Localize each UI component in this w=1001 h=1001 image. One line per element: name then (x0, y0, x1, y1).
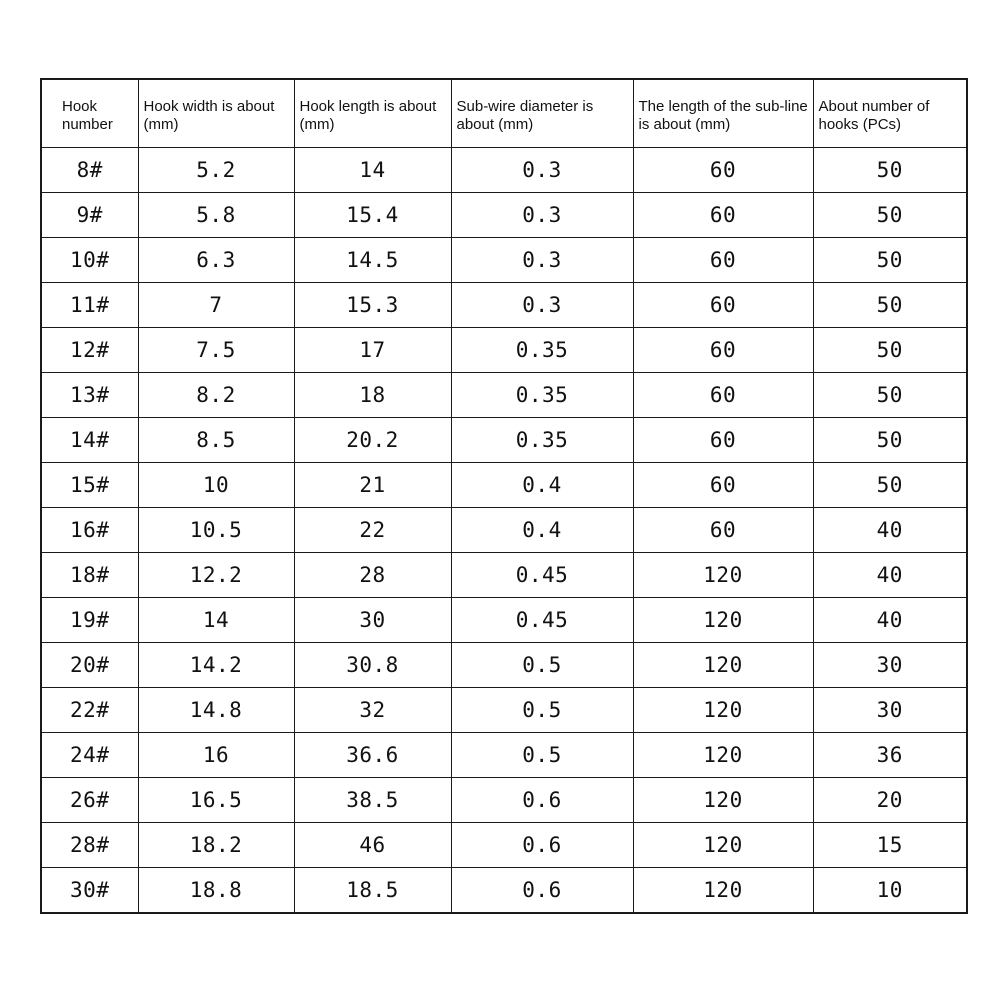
cell-hook-length: 32 (294, 687, 451, 732)
cell-hook-number: 15# (41, 462, 138, 507)
cell-sub-wire-diameter: 0.6 (451, 822, 633, 867)
table-row (41, 327, 967, 372)
cell-hook-width: 10.5 (138, 507, 294, 552)
hook-spec-table (40, 78, 968, 914)
cell-sub-line-length: 60 (633, 417, 813, 462)
cell-hook-width: 5.2 (138, 147, 294, 192)
table-row (41, 372, 967, 417)
cell-hook-count: 50 (813, 147, 967, 192)
cell-hook-length: 22 (294, 507, 451, 552)
table-row (41, 552, 967, 597)
table-row (41, 642, 967, 687)
cell-hook-length: 46 (294, 822, 451, 867)
cell-hook-width: 10 (138, 462, 294, 507)
cell-hook-length: 30 (294, 597, 451, 642)
cell-hook-count: 10 (813, 867, 967, 913)
cell-hook-number: 8# (41, 147, 138, 192)
cell-sub-wire-diameter: 0.5 (451, 732, 633, 777)
cell-hook-count: 20 (813, 777, 967, 822)
header-hook-number: Hook number (41, 79, 138, 147)
cell-hook-length: 18.5 (294, 867, 451, 913)
table-row (41, 192, 967, 237)
table-row (41, 237, 967, 282)
cell-hook-width: 8.5 (138, 417, 294, 462)
table-row (41, 507, 967, 552)
cell-hook-width: 16 (138, 732, 294, 777)
table-row (41, 462, 967, 507)
table-row (41, 417, 967, 462)
cell-hook-width: 14 (138, 597, 294, 642)
cell-hook-count: 40 (813, 597, 967, 642)
cell-sub-line-length: 60 (633, 327, 813, 372)
cell-hook-width: 7 (138, 282, 294, 327)
cell-sub-wire-diameter: 0.35 (451, 372, 633, 417)
cell-sub-line-length: 120 (633, 597, 813, 642)
cell-hook-length: 20.2 (294, 417, 451, 462)
cell-hook-number: 12# (41, 327, 138, 372)
cell-sub-line-length: 60 (633, 507, 813, 552)
cell-hook-number: 22# (41, 687, 138, 732)
table-header (41, 79, 967, 147)
cell-sub-wire-diameter: 0.3 (451, 282, 633, 327)
header-sub-wire-diameter: Sub-wire diameter is about (mm) (451, 79, 633, 147)
cell-sub-line-length: 60 (633, 372, 813, 417)
cell-sub-wire-diameter: 0.35 (451, 327, 633, 372)
cell-sub-line-length: 120 (633, 642, 813, 687)
cell-hook-length: 21 (294, 462, 451, 507)
cell-hook-number: 30# (41, 867, 138, 913)
header-hook-length: Hook length is about (mm) (294, 79, 451, 147)
cell-hook-count: 50 (813, 372, 967, 417)
cell-sub-wire-diameter: 0.3 (451, 192, 633, 237)
table-row (41, 822, 967, 867)
cell-hook-length: 36.6 (294, 732, 451, 777)
cell-sub-line-length: 120 (633, 822, 813, 867)
cell-hook-count: 50 (813, 417, 967, 462)
cell-hook-length: 14 (294, 147, 451, 192)
cell-hook-number: 26# (41, 777, 138, 822)
cell-hook-count: 40 (813, 507, 967, 552)
cell-hook-number: 20# (41, 642, 138, 687)
cell-hook-width: 14.8 (138, 687, 294, 732)
header-hook-count: About number of hooks (PCs) (813, 79, 967, 147)
cell-sub-wire-diameter: 0.4 (451, 507, 633, 552)
cell-hook-number: 13# (41, 372, 138, 417)
cell-sub-line-length: 120 (633, 687, 813, 732)
cell-hook-count: 36 (813, 732, 967, 777)
cell-hook-width: 5.8 (138, 192, 294, 237)
cell-hook-width: 18.8 (138, 867, 294, 913)
table-row (41, 867, 967, 913)
cell-hook-number: 10# (41, 237, 138, 282)
cell-sub-wire-diameter: 0.4 (451, 462, 633, 507)
cell-hook-width: 8.2 (138, 372, 294, 417)
table-row (41, 687, 967, 732)
cell-hook-number: 14# (41, 417, 138, 462)
cell-sub-wire-diameter: 0.45 (451, 597, 633, 642)
cell-hook-length: 17 (294, 327, 451, 372)
cell-hook-length: 15.3 (294, 282, 451, 327)
table-row (41, 732, 967, 777)
cell-sub-line-length: 120 (633, 732, 813, 777)
cell-hook-width: 18.2 (138, 822, 294, 867)
cell-sub-wire-diameter: 0.45 (451, 552, 633, 597)
cell-sub-line-length: 60 (633, 462, 813, 507)
cell-hook-length: 28 (294, 552, 451, 597)
cell-hook-count: 50 (813, 327, 967, 372)
cell-hook-width: 14.2 (138, 642, 294, 687)
cell-sub-wire-diameter: 0.35 (451, 417, 633, 462)
table-row (41, 777, 967, 822)
cell-hook-count: 40 (813, 552, 967, 597)
cell-sub-wire-diameter: 0.5 (451, 687, 633, 732)
cell-hook-number: 9# (41, 192, 138, 237)
table-row (41, 282, 967, 327)
cell-sub-line-length: 120 (633, 867, 813, 913)
header-sub-line-length: The length of the sub-line is about (mm) (633, 79, 813, 147)
cell-hook-number: 16# (41, 507, 138, 552)
cell-hook-count: 30 (813, 642, 967, 687)
cell-hook-width: 7.5 (138, 327, 294, 372)
header-hook-width: Hook width is about (mm) (138, 79, 294, 147)
cell-sub-wire-diameter: 0.3 (451, 237, 633, 282)
cell-hook-width: 16.5 (138, 777, 294, 822)
cell-hook-count: 15 (813, 822, 967, 867)
cell-sub-line-length: 120 (633, 777, 813, 822)
cell-sub-line-length: 60 (633, 192, 813, 237)
table-row (41, 597, 967, 642)
cell-hook-count: 50 (813, 282, 967, 327)
cell-hook-number: 24# (41, 732, 138, 777)
cell-hook-width: 6.3 (138, 237, 294, 282)
cell-sub-wire-diameter: 0.6 (451, 867, 633, 913)
cell-hook-number: 11# (41, 282, 138, 327)
cell-hook-width: 12.2 (138, 552, 294, 597)
cell-sub-line-length: 60 (633, 237, 813, 282)
cell-sub-line-length: 120 (633, 552, 813, 597)
cell-sub-wire-diameter: 0.6 (451, 777, 633, 822)
cell-hook-count: 50 (813, 462, 967, 507)
cell-hook-count: 50 (813, 237, 967, 282)
cell-hook-count: 50 (813, 192, 967, 237)
cell-sub-wire-diameter: 0.3 (451, 147, 633, 192)
cell-hook-length: 18 (294, 372, 451, 417)
cell-hook-number: 19# (41, 597, 138, 642)
cell-hook-count: 30 (813, 687, 967, 732)
cell-hook-length: 30.8 (294, 642, 451, 687)
cell-sub-line-length: 60 (633, 147, 813, 192)
cell-sub-wire-diameter: 0.5 (451, 642, 633, 687)
cell-hook-number: 18# (41, 552, 138, 597)
table-body (41, 147, 967, 913)
header-row (41, 79, 967, 147)
cell-hook-length: 15.4 (294, 192, 451, 237)
cell-sub-line-length: 60 (633, 282, 813, 327)
cell-hook-number: 28# (41, 822, 138, 867)
cell-hook-length: 38.5 (294, 777, 451, 822)
table-row (41, 147, 967, 192)
cell-hook-length: 14.5 (294, 237, 451, 282)
